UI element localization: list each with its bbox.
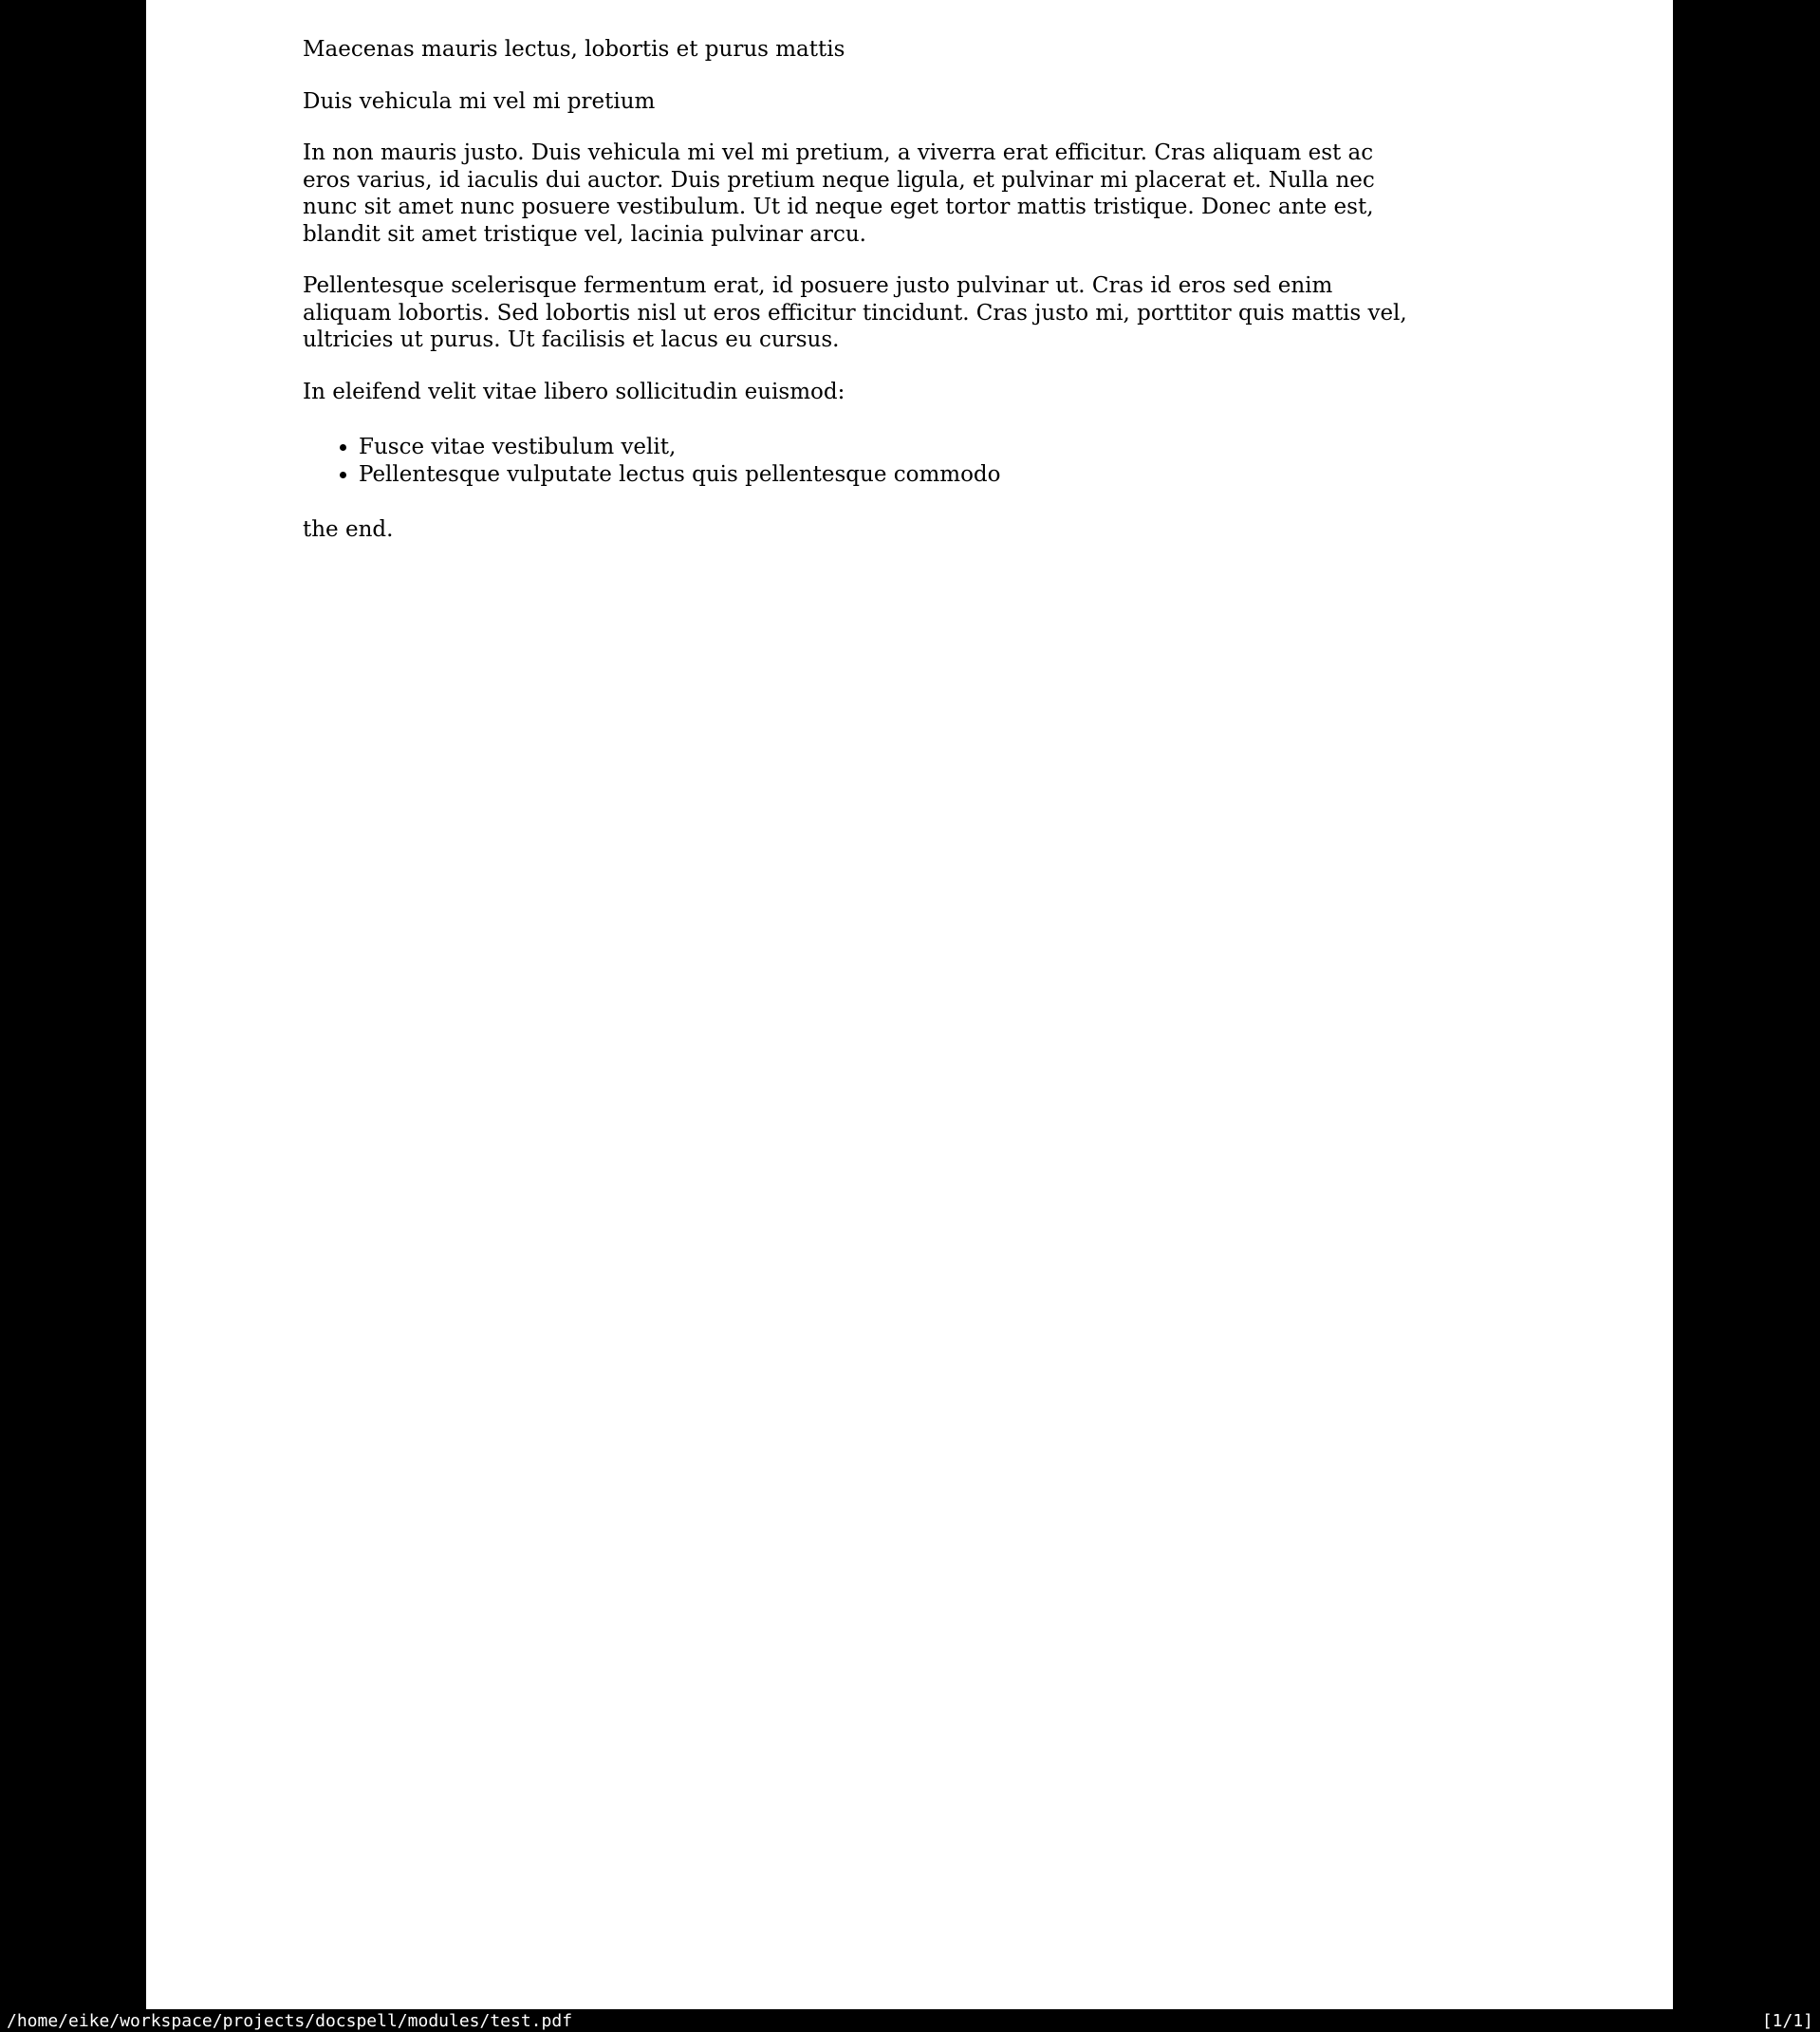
bullet-icon: [340, 444, 346, 451]
file-path: /home/eike/workspace/projects/docspell/modules/test.pdf: [7, 2010, 573, 2031]
list-item: [340, 461, 1527, 489]
document-page[interactable]: [146, 0, 1673, 2009]
text-line: aliquam lobortis. Sed lobortis nisl ut eros efficitur tincidunt. Cras justo mi, porttitor quis mattis vel,: [303, 300, 1407, 326]
list-item-text: Fusce vitae vestibulum velit,: [359, 435, 677, 459]
document-content: [303, 36, 1527, 569]
text-line: nunc sit amet nunc posuere vestibulum. Ut id neque eget tortor mattis tristique. Donec ante est,: [303, 195, 1374, 219]
text-line: eros varius, id iaculis dui auctor. Duis pretium neque ligula, et pulvinar mi placerat et. Nulla nec: [303, 167, 1375, 193]
paragraph: [303, 88, 1527, 116]
paragraph: [303, 36, 1527, 64]
text-line: blandit sit amet tristique vel, lacinia pulvinar arcu.: [303, 221, 866, 247]
paragraph: [303, 516, 1527, 544]
bullet-icon: [340, 472, 346, 478]
status-bar: [0, 2009, 1820, 2032]
bullet-list: [303, 434, 1527, 488]
paragraph: [303, 272, 1527, 354]
list-item-text: Pellentesque vulputate lectus quis pellentesque commodo: [359, 461, 1001, 487]
text-line: Pellentesque scelerisque fermentum erat, id posuere justo pulvinar ut. Cras id eros sed enim: [303, 273, 1333, 298]
page-indicator: [1/1]: [1761, 2010, 1813, 2031]
paragraph: [303, 140, 1527, 248]
text-line: Maecenas mauris lectus, lobortis et purus mattis: [303, 37, 845, 62]
text-line: the end.: [303, 517, 394, 542]
list-item: [340, 434, 1527, 461]
paragraph: [303, 379, 1527, 406]
text-line: ultricies ut purus. Ut facilisis et lacus eu cursus.: [303, 327, 840, 352]
text-line: In eleifend velit vitae libero sollicitudin euismod:: [303, 379, 845, 404]
text-line: Duis vehicula mi vel mi pretium: [303, 88, 656, 114]
text-line: In non mauris justo. Duis vehicula mi vel mi pretium, a viverra erat efficitur. Cras aliquam est ac: [303, 140, 1374, 165]
